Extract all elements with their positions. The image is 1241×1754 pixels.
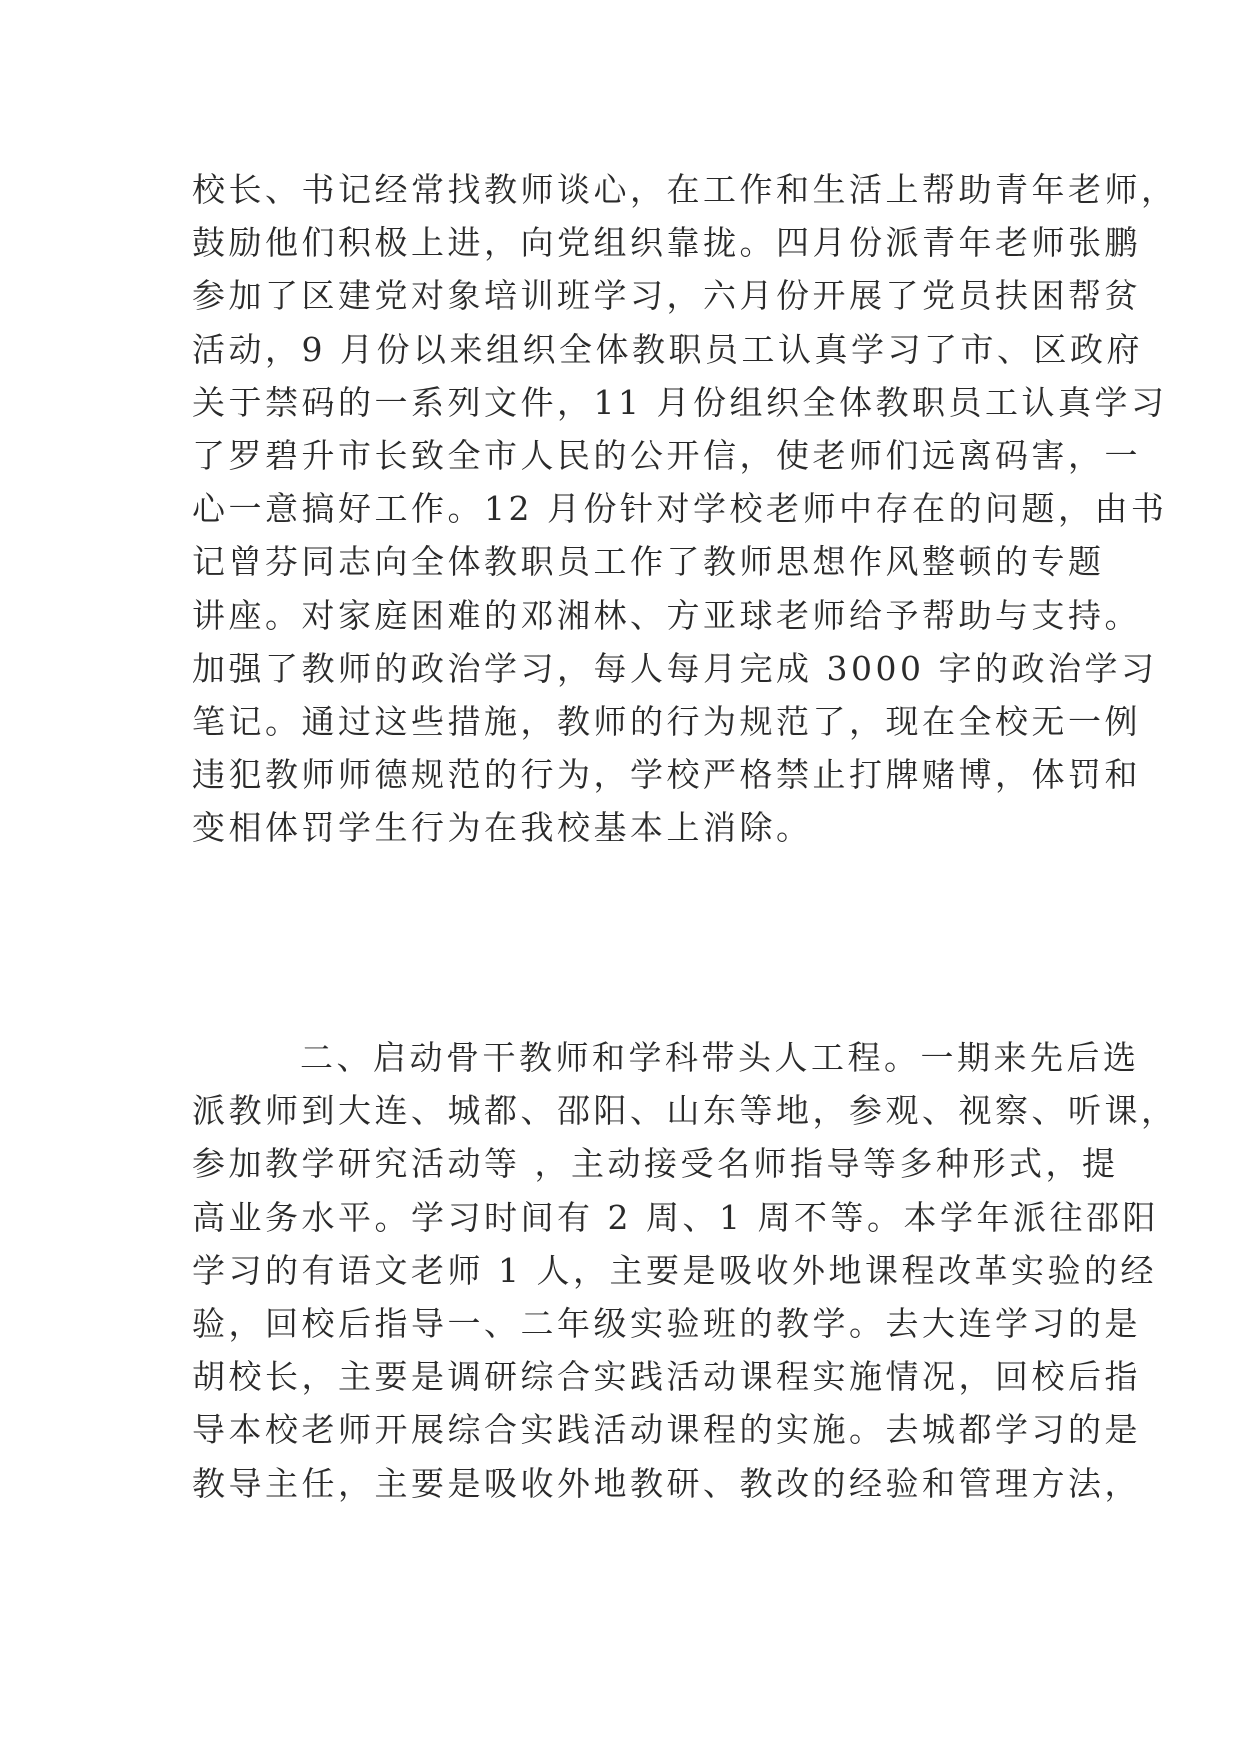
paragraph-line: 了罗碧升市长致全市人民的公开信，使老师们远离码害，一: [192, 435, 1141, 475]
paragraph-line: 高业务水平。学习时间有 2 周、1 周不等。本学年派往邵阳: [192, 1197, 1159, 1237]
paragraph-teacher-ethics: [192, 163, 1178, 854]
paragraph-line: 关于禁码的一系列文件，11 月份组织全体教职员工认真学习: [192, 382, 1168, 422]
paragraph-first-line: 二、启动骨干教师和学科带头人工程。一期来先后选: [300, 1038, 1140, 1077]
paragraph-line: 校长、书记经常找教师谈心，在工作和生活上帮助青年老师，: [192, 170, 1178, 209]
paragraph-line: 胡校长，主要是调研综合实践活动课程实施情况，回校后指: [192, 1357, 1141, 1397]
paragraph-line: 活动，9 月份以来组织全体教职员工认真学习了市、区政府: [192, 329, 1143, 369]
paragraph-line: 记曾芬同志向全体教职员工作了教师思想作风整顿的专题: [192, 542, 1105, 582]
paragraph-line: 笔记。通过这些措施，教师的行为规范了，现在全校无一例: [192, 701, 1141, 741]
paragraph-line: 鼓励他们积极上进，向党组织靠拢。四月份派青年老师张鹏: [192, 223, 1141, 263]
paragraph-line: 心一意搞好工作。12 月份针对学校老师中存在的问题，由书: [192, 489, 1168, 529]
paragraph-line: 违犯教师师德规范的行为，学校严格禁止打牌赌博，体罚和: [192, 755, 1141, 795]
paragraph-line: 参加教学研究活动等 ，主动接受名师指导等多种形式，提: [192, 1144, 1119, 1184]
paragraph-line: 派教师到大连、城都、邵阳、山东等地，参观、视察、听课，: [192, 1091, 1178, 1131]
paragraph-line: 加强了教师的政治学习，每人每月完成 3000 字的政治学习: [192, 648, 1158, 688]
paragraph-backbone-teachers: [192, 1031, 1178, 1510]
paragraph-line: 讲座。对家庭困难的邓湘林、方亚球老师给予帮助与支持。: [192, 595, 1141, 635]
paragraph-line: 学习的有语文老师 1 人，主要是吸收外地课程改革实验的经: [192, 1250, 1157, 1290]
paragraph-line: 变相体罚学生行为在我校基本上消除。: [192, 808, 813, 848]
paragraph-line: 教导主任，主要是吸收外地教研、教改的经验和管理方法，: [192, 1463, 1141, 1503]
paragraph-line: 参加了区建党对象培训班学习，六月份开展了党员扶困帮贫: [192, 276, 1141, 316]
paragraph-line: 导本校老师开展综合实践活动课程的实施。去城都学习的是: [192, 1410, 1141, 1450]
paragraph-line: 验，回校后指导一、二年级实验班的教学。去大连学习的是: [192, 1303, 1141, 1343]
